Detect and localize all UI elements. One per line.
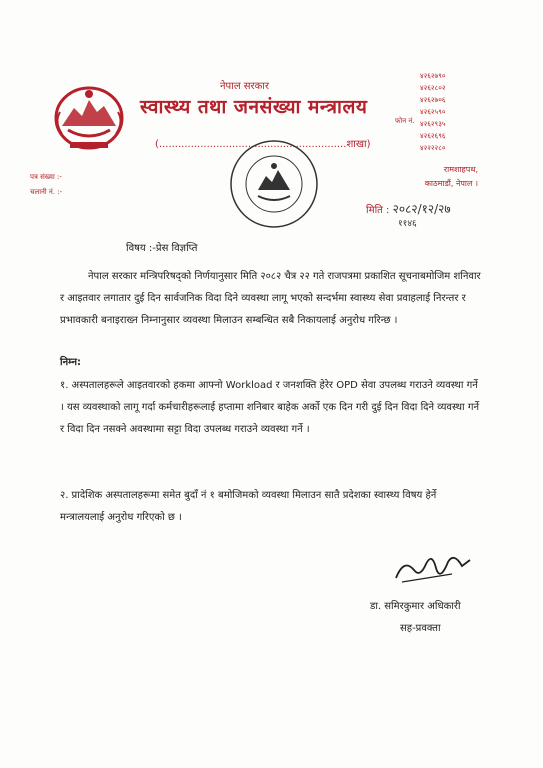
list-item: १. अस्पतालहरूले आइतवारको हकमा आफ्नो Workload र जनशक्ति हेरेर OPD सेवा उपलब्ध गराउने व्यवस्था गर्ने । यस व्यवस्थाको लागू गर्दा कर्मचारीहरूलाई हप्तामा शनिबार बाहेक अर्को एक दिन गरी दुई दिन विदा दिने व्यवस्था गर्ने र विदा दिन नसक्ने अवस्थामा सट्टा विदा उपलब्ध गराउने व्यवस्था गर्ने । (60, 380, 480, 435)
phone-number: ४२६२७९० (420, 72, 446, 80)
chalani-label: चलानी नं. :- (30, 188, 63, 196)
phone-list (420, 70, 445, 154)
phone-label: फोन नं. (395, 117, 415, 125)
date-line (366, 200, 451, 217)
branch-line: (...........................................................शाखा) (155, 139, 371, 150)
government-label: नेपाल सरकार (220, 81, 269, 92)
phone-number: ४२६२६९६ (420, 132, 446, 140)
phone-number: ४२६२५९० (420, 108, 446, 116)
address-line: रामशाहपथ, (443, 165, 478, 174)
list-heading: निम्न: (60, 357, 82, 368)
reference-fields (30, 170, 62, 200)
handwritten-signature (392, 548, 474, 588)
signatory-name: डा. समिरकुमार अधिकारी (370, 601, 461, 612)
subject-line: विषय :-प्रेस विज्ञप्ति (126, 243, 198, 254)
intro-paragraph: नेपाल सरकार मन्त्रिपरिषद्को निर्णयानुसार मिति २०८२ चैत्र २२ गते राजपत्रमा प्रकाशित सूचनाबमोजिम शनिवार र आइतवार लगातार दुई दिन सार्वजनिक विदा दिने व्यवस्था लागू भएको सन्दर्भमा स्वास्थ्य सेवा प्रवाहलाई निरन्तर र प्रभावकारी बनाइराख्न निम्नानुसार व्यवस्था मिलाउन सम्बन्धित सबै निकायलाई अनुरोध गरिन्छ । (60, 271, 481, 326)
phone-number: ४२६२९३५ (420, 120, 446, 128)
ministry-seal-stamp (228, 138, 320, 230)
address (388, 163, 478, 191)
phone-number: ४२६२७०६ (420, 96, 446, 104)
ministry-name: स्वास्थ्य तथा जनसंख्या मन्त्रालय (140, 96, 368, 118)
date-label: मिति : (366, 205, 390, 216)
signatory-role: सह-प्रवक्ता (400, 623, 441, 634)
phone-number: ४२६२८०२ (420, 84, 446, 92)
reference-number: ११४६ (398, 219, 417, 229)
list-item: २. प्रादेशिक अस्पतालहरूमा समेत बुदाँ नं १ बमोजिमको व्यवस्था मिलाउन सातै प्रदेशका स्वास्थ्य विषय हेर्ने मन्त्रालयलाई अनुरोध गरिएको छ । (60, 490, 437, 523)
national-emblem-icon (50, 82, 128, 154)
date-value: २०८२/१२/२७ (392, 202, 451, 216)
phone-number: ४२२२२८० (420, 144, 446, 152)
patra-sankhya-label: पत्र संख्या :- (30, 173, 62, 181)
address-line: काठमाडौं, नेपाल । (424, 179, 478, 188)
